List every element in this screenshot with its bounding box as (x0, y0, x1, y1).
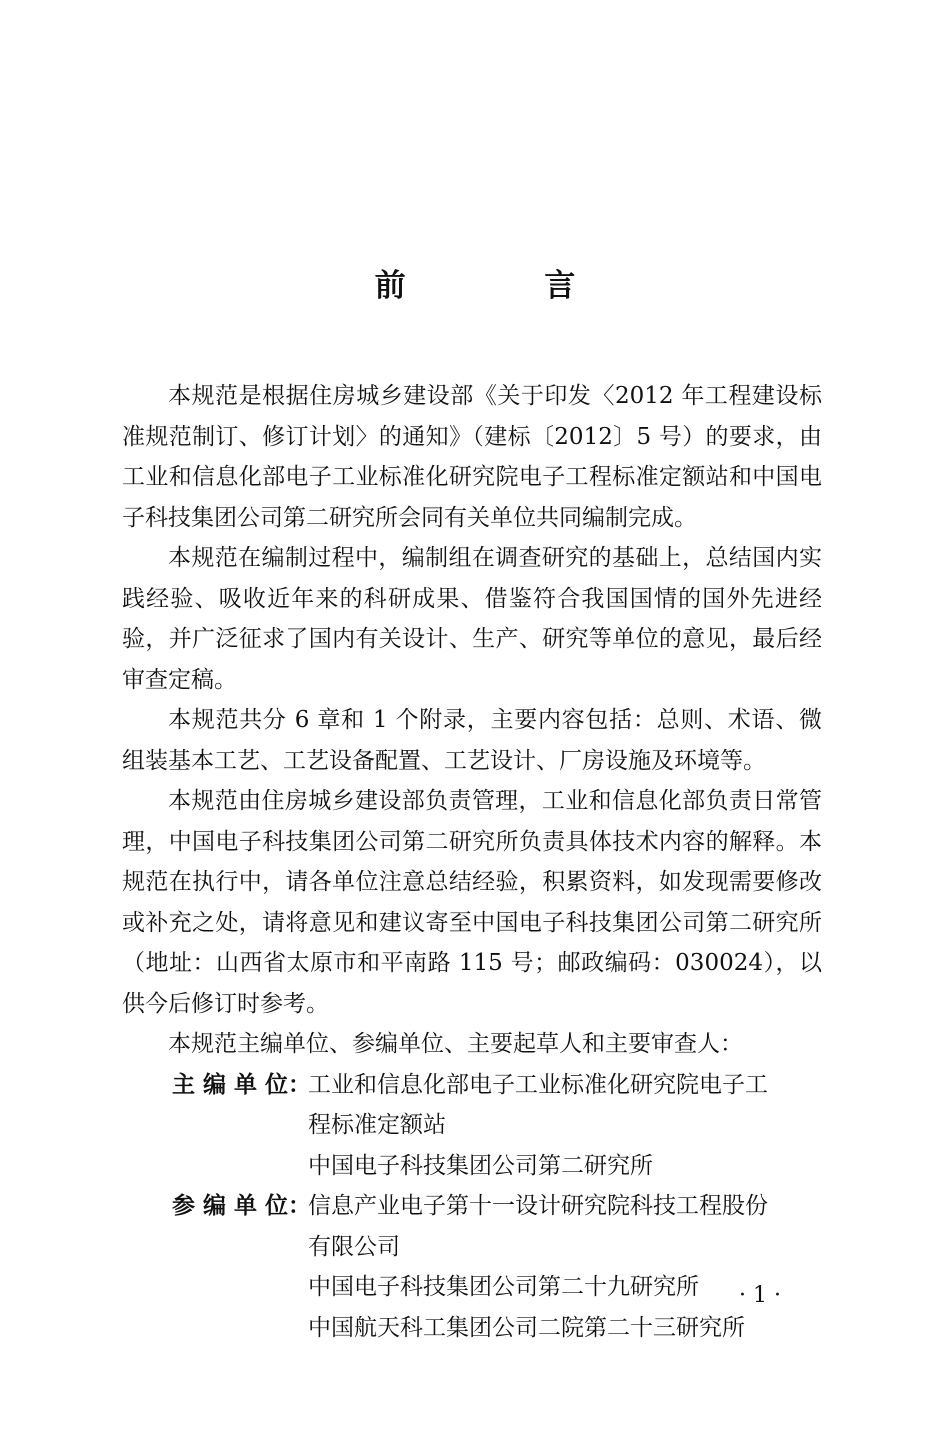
participating-units-label: 参 编 单 位： (172, 1193, 312, 1219)
chief-unit-line: 中国电子科技集团公司第二研究所 (308, 1152, 653, 1179)
participating-units-group (122, 1186, 822, 1348)
chief-units-label: 主 编 单 位： (172, 1071, 312, 1098)
participating-unit-line: 有限公司 (308, 1233, 400, 1260)
page-number: · 1 · (739, 1283, 781, 1308)
chief-units-group (122, 1065, 822, 1187)
participating-unit-line: 中国电子科技集团公司第二十九研究所 (308, 1274, 699, 1300)
participating-unit-line: 信息产业电子第十一设计研究院科技工程股份 (308, 1193, 768, 1219)
participating-units-list (308, 1186, 822, 1348)
paragraph-basis: 本规范是根据住房城乡建设部《关于印发〈2012 年工程建设标准规范制订、修订计划〉的通知》（建标〔2012〕5 号）的要求，由工业和信息化部电子工业标准化研究院电子工程标准定额站和中国电子科技集团公司第二研究所会同有关单位共同编制完成。 (122, 383, 822, 531)
paragraph-management: 本规范由住房城乡建设部负责管理，工业和信息化部负责日常管理，中国电子科技集团公司第二研究所负责具体技术内容的解释。本规范在执行中，请各单位注意总结经验，积累资料，如发现需要修改或补充之处，请将意见和建议寄至中国电子科技集团公司第二研究所（地址：山西省太原市和平南路 115 号；邮政编码：030024），以供今后修订时参考。 (122, 788, 822, 1017)
chief-units-list (308, 1065, 822, 1187)
page-title: 前 言 (374, 268, 640, 304)
participating-unit-line: 中国航天科工集团公司二院第二十三研究所 (308, 1314, 745, 1341)
document-body (122, 376, 822, 1348)
paragraph-contents: 本规范共分 6 章和 1 个附录，主要内容包括：总则、术语、微组装基本工艺、工艺设备配置、工艺设计、厂房设施及环境等。 (122, 707, 822, 774)
paragraph-units-intro: 本规范主编单位、参编单位、主要起草人和主要审查人： (168, 1031, 743, 1057)
chief-unit-line: 程标准定额站 (308, 1112, 446, 1138)
paragraph-process: 本规范在编制过程中，编制组在调查研究的基础上，总结国内实践经验、吸收近年来的科研成果、借鉴符合我国国情的国外先进经验，并广泛征求了国内有关设计、生产、研究等单位的意见，最后经审查定稿。 (122, 545, 822, 693)
chief-unit-line: 工业和信息化部电子工业标准化研究院电子工 (308, 1071, 768, 1098)
